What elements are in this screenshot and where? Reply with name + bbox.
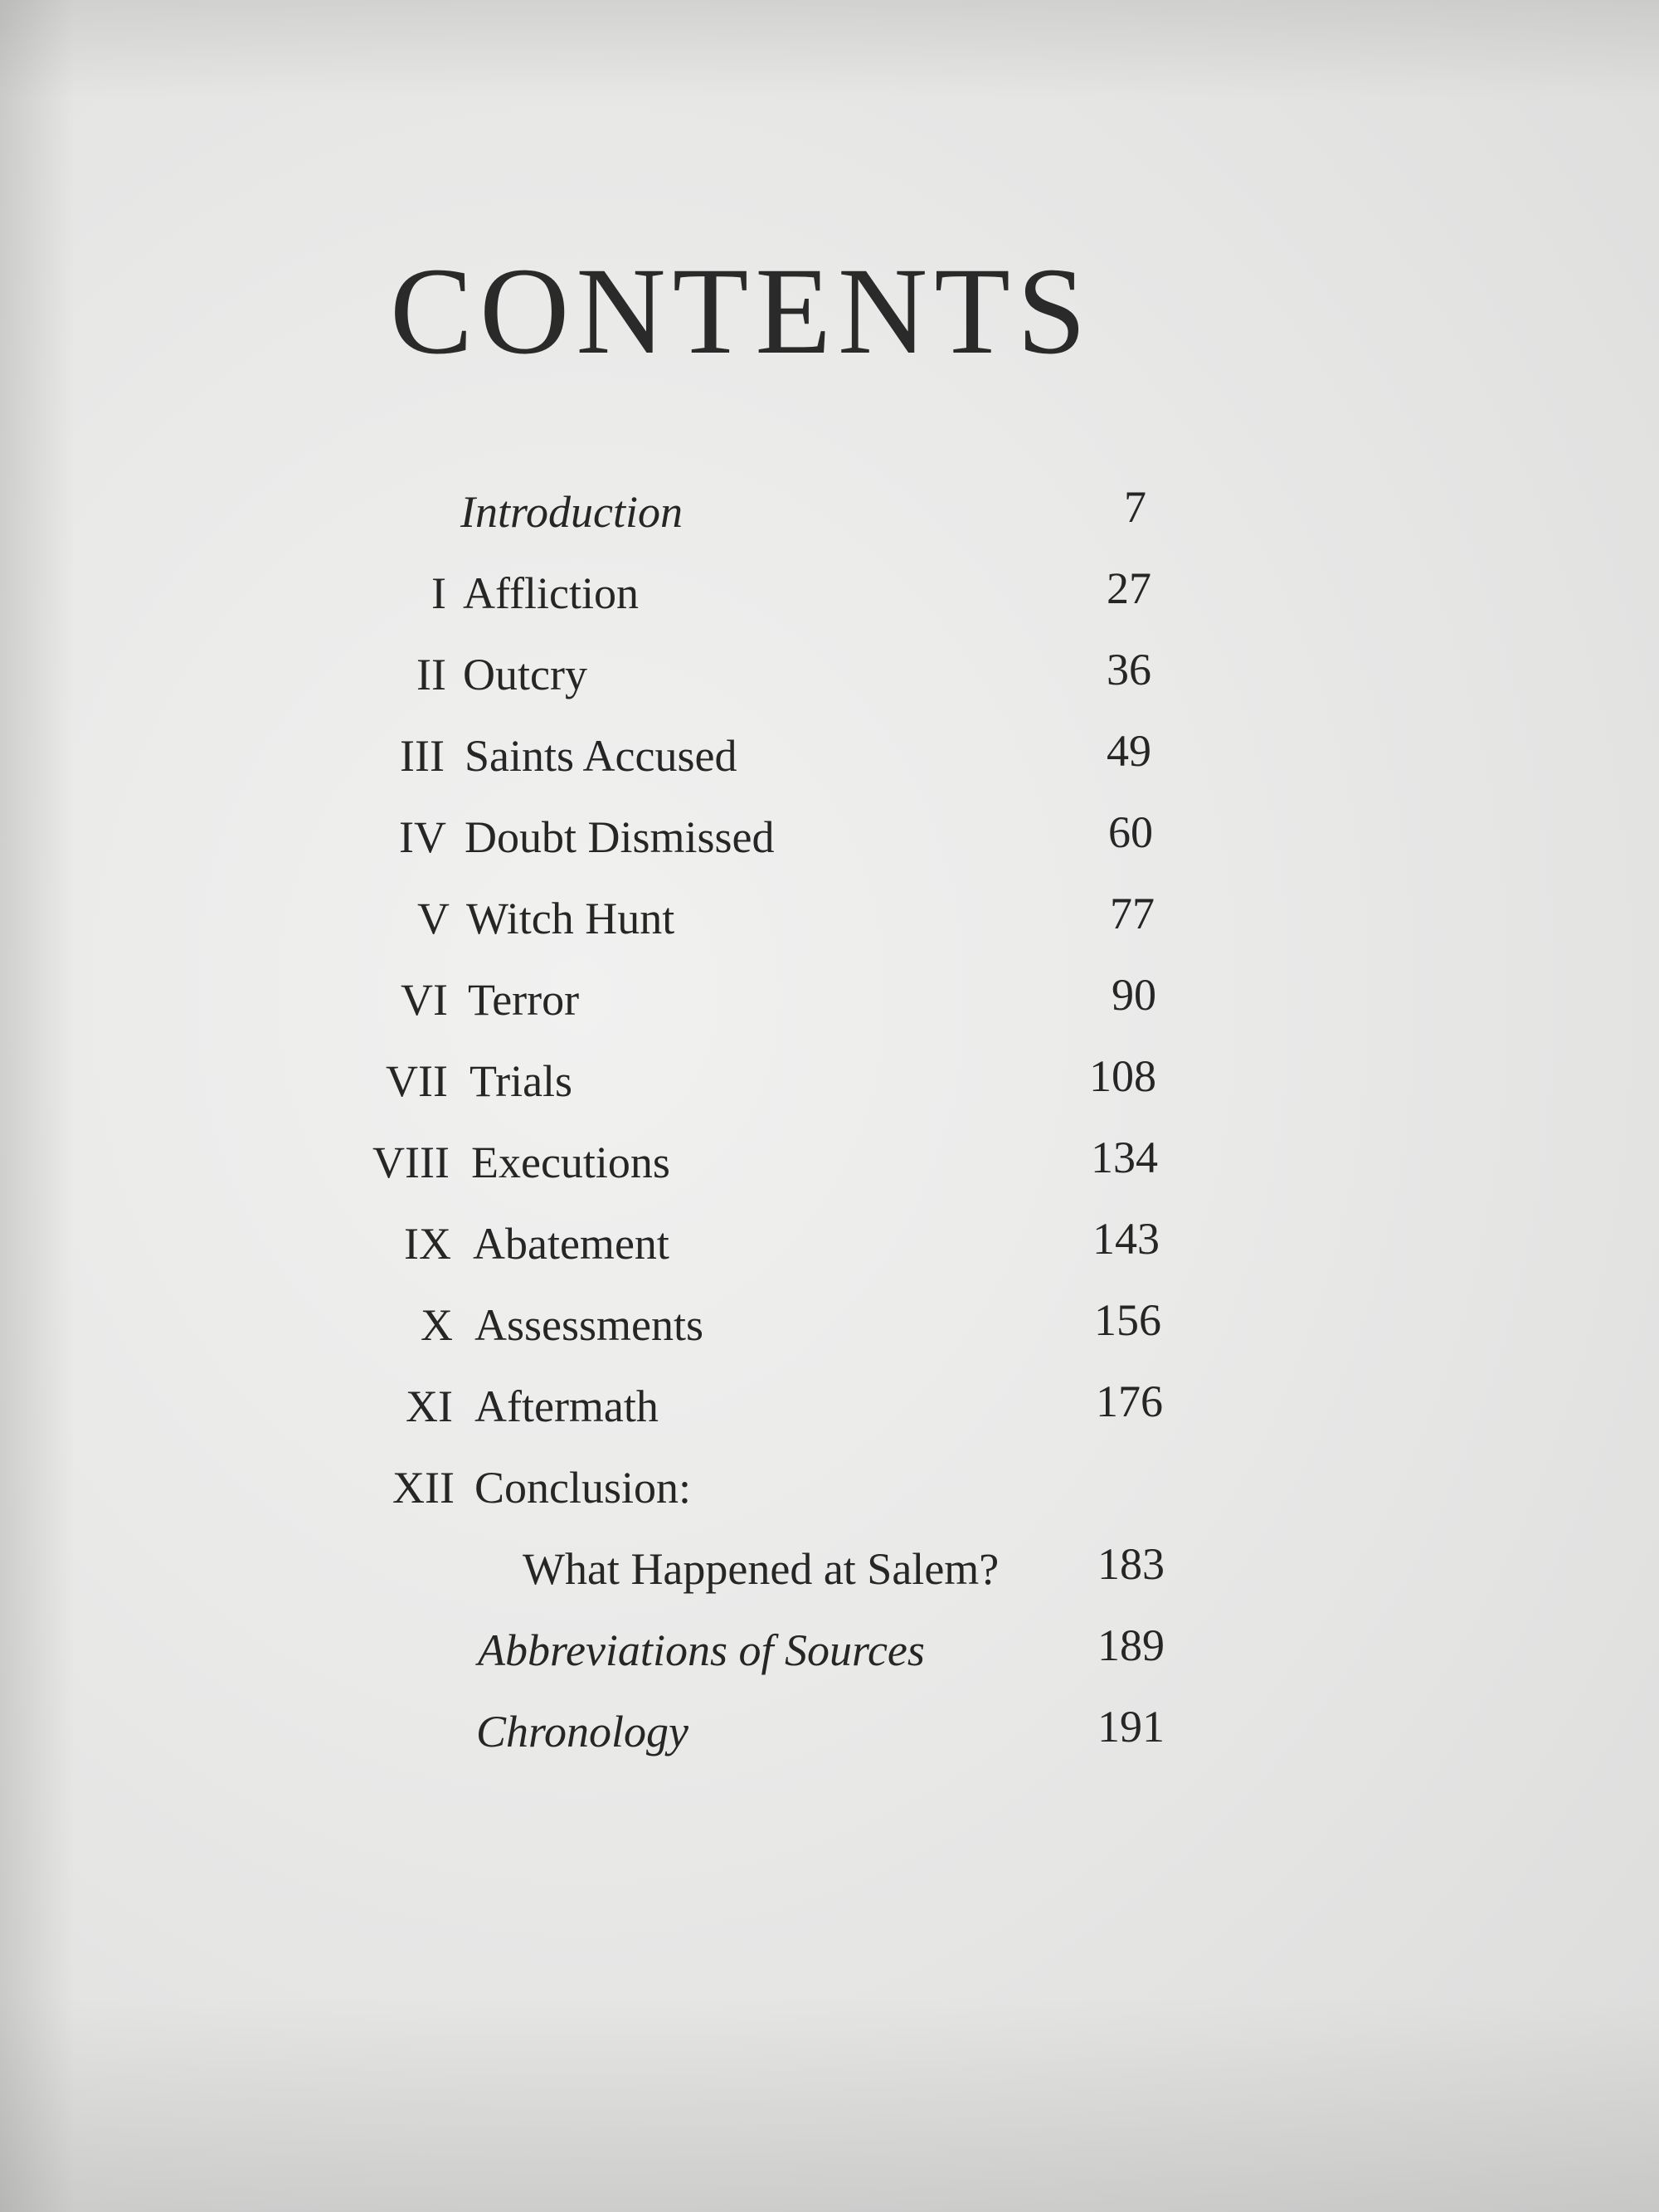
toc-entry-page: 36 xyxy=(1107,645,1151,694)
toc-entry-page: 191 xyxy=(1097,1702,1165,1752)
toc-entry-numeral: V xyxy=(417,894,450,943)
toc-entry-chapter-8 xyxy=(0,1133,1659,1215)
toc-entry-chapter-9 xyxy=(0,1214,1659,1296)
toc-entry-page: 176 xyxy=(1096,1376,1163,1426)
toc-entry-label: Affliction xyxy=(463,568,639,618)
toc-entry-page: 60 xyxy=(1108,807,1153,857)
toc-entry-chapter-4 xyxy=(0,807,1659,889)
toc-entry-numeral: VIII xyxy=(372,1138,450,1187)
toc-entry-page: 143 xyxy=(1092,1214,1160,1264)
toc-entry-chronology xyxy=(0,1702,1659,1784)
toc-entry-numeral: X xyxy=(421,1300,453,1350)
toc-entry-page: 189 xyxy=(1097,1620,1165,1670)
toc-entry-chapter-10 xyxy=(0,1295,1659,1377)
toc-entry-page: 7 xyxy=(1124,482,1146,532)
toc-entry-numeral: VII xyxy=(386,1056,448,1106)
toc-entry-page: 49 xyxy=(1107,726,1151,776)
toc-entry-numeral: VI xyxy=(401,975,448,1025)
page-shadow-top xyxy=(0,0,1659,100)
toc-entry-label: Conclusion: xyxy=(474,1463,692,1513)
toc-entry-chapter-5 xyxy=(0,889,1659,971)
toc-entry-numeral: IX xyxy=(404,1219,451,1269)
toc-entry-label: Doubt Dismissed xyxy=(465,812,775,862)
toc-entry-label: Abbreviations of Sources xyxy=(478,1625,925,1675)
toc-entry-label: Chronology xyxy=(476,1707,688,1756)
toc-entry-page: 90 xyxy=(1112,970,1156,1020)
toc-entry-label: Assessments xyxy=(474,1300,704,1350)
toc-entry-label: Executions xyxy=(471,1138,670,1187)
toc-entry-numeral: IV xyxy=(399,812,446,862)
toc-entry-chapter-11 xyxy=(0,1376,1659,1459)
toc-entry-label: Abatement xyxy=(473,1219,669,1269)
toc-entry-label: Trials xyxy=(469,1056,573,1106)
toc-entry-chapter-3 xyxy=(0,726,1659,808)
toc-entry-label: What Happened at Salem? xyxy=(523,1544,1000,1594)
toc-entry-label: Aftermath xyxy=(474,1381,659,1431)
toc-entry-chapter-12 xyxy=(0,1465,1659,1540)
toc-entry-page: 108 xyxy=(1089,1051,1156,1101)
toc-entry-numeral: XI xyxy=(406,1381,453,1431)
page-shadow-bottom xyxy=(0,1996,1659,2212)
toc-entry-numeral: II xyxy=(416,650,446,699)
toc-entry-label: Introduction xyxy=(460,487,683,537)
toc-entry-chapter-12-subtitle xyxy=(0,1539,1659,1621)
contents-heading: CONTENTS xyxy=(390,242,1093,380)
toc-entry-page: 156 xyxy=(1094,1295,1161,1345)
toc-entry-chapter-7 xyxy=(0,1051,1659,1133)
toc-entry-chapter-1 xyxy=(0,563,1659,646)
toc-entry-page: 183 xyxy=(1097,1539,1165,1589)
toc-entry-introduction xyxy=(0,482,1659,564)
toc-entry-page: 77 xyxy=(1110,889,1155,938)
toc-entry-chapter-2 xyxy=(0,645,1659,727)
toc-entry-abbreviations xyxy=(0,1620,1659,1703)
toc-entry-label: Terror xyxy=(468,975,580,1025)
toc-entry-label: Saints Accused xyxy=(465,731,737,781)
toc-entry-page: 134 xyxy=(1091,1133,1158,1182)
toc-entry-chapter-6 xyxy=(0,970,1659,1052)
toc-entry-numeral: I xyxy=(431,568,446,618)
toc-entry-numeral: XII xyxy=(392,1463,455,1513)
toc-entry-page: 27 xyxy=(1107,563,1151,613)
toc-entry-label: Outcry xyxy=(463,650,587,699)
toc-entry-label: Witch Hunt xyxy=(466,894,675,943)
toc-entry-numeral: III xyxy=(400,731,445,781)
